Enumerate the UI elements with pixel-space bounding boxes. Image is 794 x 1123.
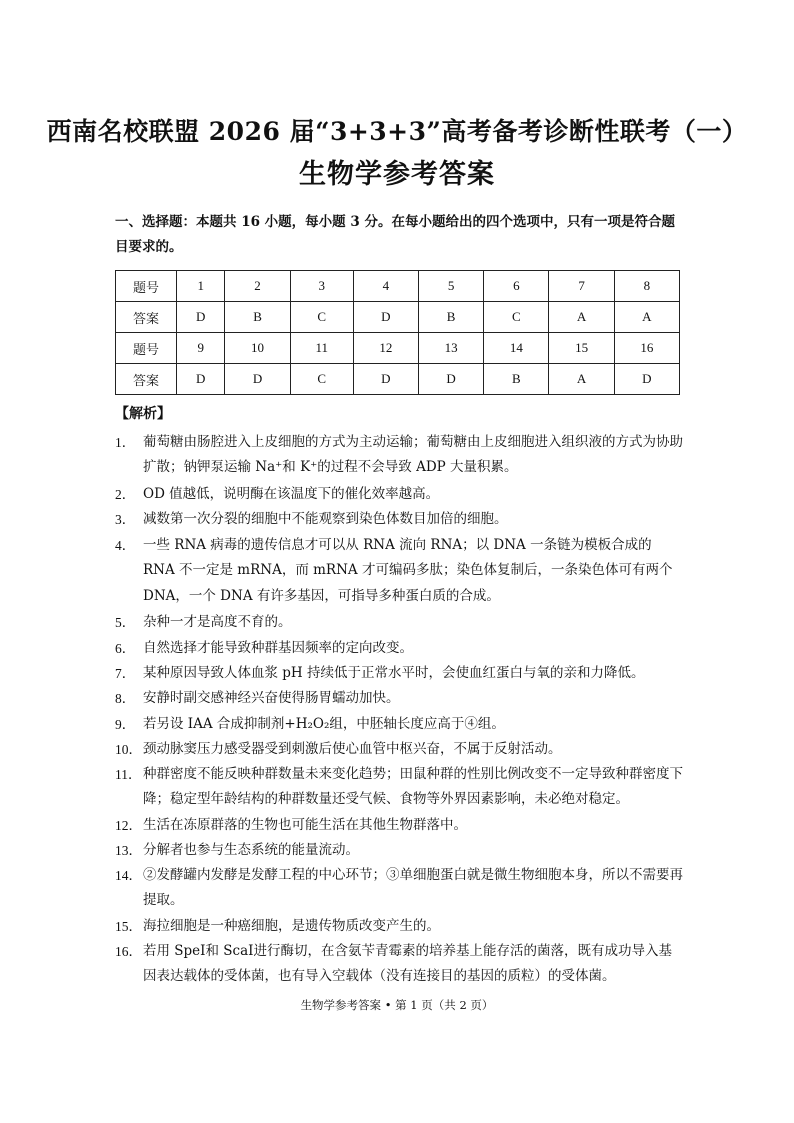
section-heading: 一、选择题：本题共 16 小题，每小题 3 分。在每小题给出的四个选项中，只有一项是符合题目要求的。	[115, 214, 675, 255]
list-item	[115, 712, 685, 737]
list-item	[115, 813, 685, 838]
list-item	[115, 762, 685, 813]
item-text: 自然选择才能导致种群基因频率的定向改变。	[143, 640, 413, 656]
cell: D	[177, 364, 225, 395]
cell: D	[225, 364, 290, 395]
cell: 15	[549, 333, 614, 364]
item-text: 海拉细胞是一种癌细胞，是遗传物质改变产生的。	[143, 918, 440, 934]
list-item	[115, 939, 685, 990]
item-text: 减数第一次分裂的细胞中不能观察到染色体数目加倍的细胞。	[143, 511, 508, 527]
cell: 2	[225, 271, 290, 302]
item-number: 15．	[115, 919, 142, 934]
item-number: 4．	[115, 538, 136, 553]
list-item	[115, 737, 685, 762]
cell: 13	[418, 333, 483, 364]
item-text: 某种原因导致人体血浆 pH 持续低于正常水平时，会使血红蛋白与氧的亲和力降低。	[143, 665, 645, 681]
cell: D	[353, 302, 418, 333]
item-number: 10．	[115, 742, 142, 757]
cell: A	[549, 302, 614, 333]
table-row-questions-2	[116, 333, 680, 364]
list-item	[115, 863, 685, 914]
title-line-1: 西南名校联盟 2026 届“3+3+3”高考备考诊断性联考（一）	[46, 117, 748, 146]
item-number: 1．	[115, 435, 136, 450]
item-number: 13．	[115, 843, 142, 858]
item-text: 分解者也参与生态系统的能量流动。	[143, 842, 359, 858]
item-text: 一些 RNA 病毒的遗传信息才可以从 RNA 流向 RNA；以 DNA 一条链为模板合成的 RNA 不一定是 mRNA，而 mRNA 才可编码多肽；染色体复制后，一条染色体可有两个 DNA，一个 DNA 有许多基因，可指导多种蛋白质的合成。	[143, 537, 673, 604]
page-footer: 生物学参考答案 • 第 1 页（共 2 页）	[300, 998, 494, 1012]
item-text: ②发酵罐内发酵是发酵工程的中心环节；③单细胞蛋白就是微生物细胞本身，所以不需要再提取。	[143, 867, 683, 909]
cell: 4	[353, 271, 418, 302]
table-row-answers-2	[116, 364, 680, 395]
cell: C	[290, 302, 353, 333]
row-label: 答案	[116, 302, 177, 333]
item-number: 11．	[115, 767, 142, 782]
row-label: 答案	[116, 364, 177, 395]
list-item	[115, 636, 685, 661]
list-item	[115, 482, 685, 507]
cell: 1	[177, 271, 225, 302]
cell: D	[418, 364, 483, 395]
cell: 10	[225, 333, 290, 364]
cell: 5	[418, 271, 483, 302]
cell: B	[418, 302, 483, 333]
cell: D	[353, 364, 418, 395]
cell: 6	[484, 271, 549, 302]
cell: B	[484, 364, 549, 395]
item-number: 9．	[115, 717, 136, 732]
item-text: 葡萄糖由肠腔进入上皮细胞的方式为主动运输；葡萄糖由上皮细胞进入组织液的方式为协助扩散；钠钾泵运输 Na⁺和 K⁺的过程不会导致 ADP 大量积累。	[143, 434, 683, 476]
item-number: 16．	[115, 944, 142, 959]
item-number: 7．	[115, 666, 136, 681]
cell: 3	[290, 271, 353, 302]
answer-table	[115, 270, 680, 395]
item-number: 6．	[115, 641, 136, 656]
cell: 14	[484, 333, 549, 364]
list-item	[115, 507, 685, 532]
item-text: 若另设 IAA 合成抑制剂+H₂O₂组，中胚轴长度应高于④组。	[143, 716, 505, 732]
cell: A	[549, 364, 614, 395]
item-text: OD 值越低，说明酶在该温度下的催化效率越高。	[143, 486, 440, 502]
cell: C	[484, 302, 549, 333]
list-item	[115, 838, 685, 863]
item-text: 若用 SpeⅠ和 ScaⅠ进行酶切，在含氨苄青霉素的培养基上能存活的菌落，既有成功导入基因表达载体的受体菌，也有导入空载体（没有连接目的基因的质粒）的受体菌。	[143, 943, 672, 985]
cell: 12	[353, 333, 418, 364]
item-number: 2．	[115, 487, 136, 502]
list-item	[115, 610, 685, 635]
list-item	[115, 430, 685, 481]
table-row-answers-1	[116, 302, 680, 333]
item-text: 安静时副交感神经兴奋使得肠胃蠕动加快。	[143, 690, 400, 706]
row-label: 题号	[116, 333, 177, 364]
item-text: 杂种一才是高度不育的。	[143, 614, 292, 630]
cell: 7	[549, 271, 614, 302]
cell: 16	[614, 333, 679, 364]
item-number: 3．	[115, 512, 136, 527]
list-item	[115, 661, 685, 686]
item-number: 8．	[115, 691, 136, 706]
cell: A	[614, 302, 679, 333]
item-text: 颈动脉窦压力感受器受到刺激后使心血管中枢兴奋，不属于反射活动。	[143, 741, 562, 757]
cell: D	[177, 302, 225, 333]
item-text: 生活在冻原群落的生物也可能生活在其他生物群落中。	[143, 817, 467, 833]
table-row-questions-1	[116, 271, 680, 302]
cell: D	[614, 364, 679, 395]
analysis-heading: 【解析】	[115, 406, 171, 422]
cell: B	[225, 302, 290, 333]
item-number: 5．	[115, 615, 136, 630]
cell: 8	[614, 271, 679, 302]
list-item	[115, 686, 685, 711]
cell: 9	[177, 333, 225, 364]
row-label: 题号	[116, 271, 177, 302]
list-item	[115, 533, 685, 609]
cell: C	[290, 364, 353, 395]
title-line-2: 生物学参考答案	[299, 159, 495, 190]
item-number: 14．	[115, 868, 142, 883]
list-item	[115, 914, 685, 939]
item-number: 12．	[115, 818, 142, 833]
cell: 11	[290, 333, 353, 364]
item-text: 种群密度不能反映种群数量未来变化趋势；田鼠种群的性别比例改变不一定导致种群密度下降；稳定型年龄结构的种群数量还受气候、食物等外界因素影响，未必绝对稳定。	[143, 766, 683, 808]
